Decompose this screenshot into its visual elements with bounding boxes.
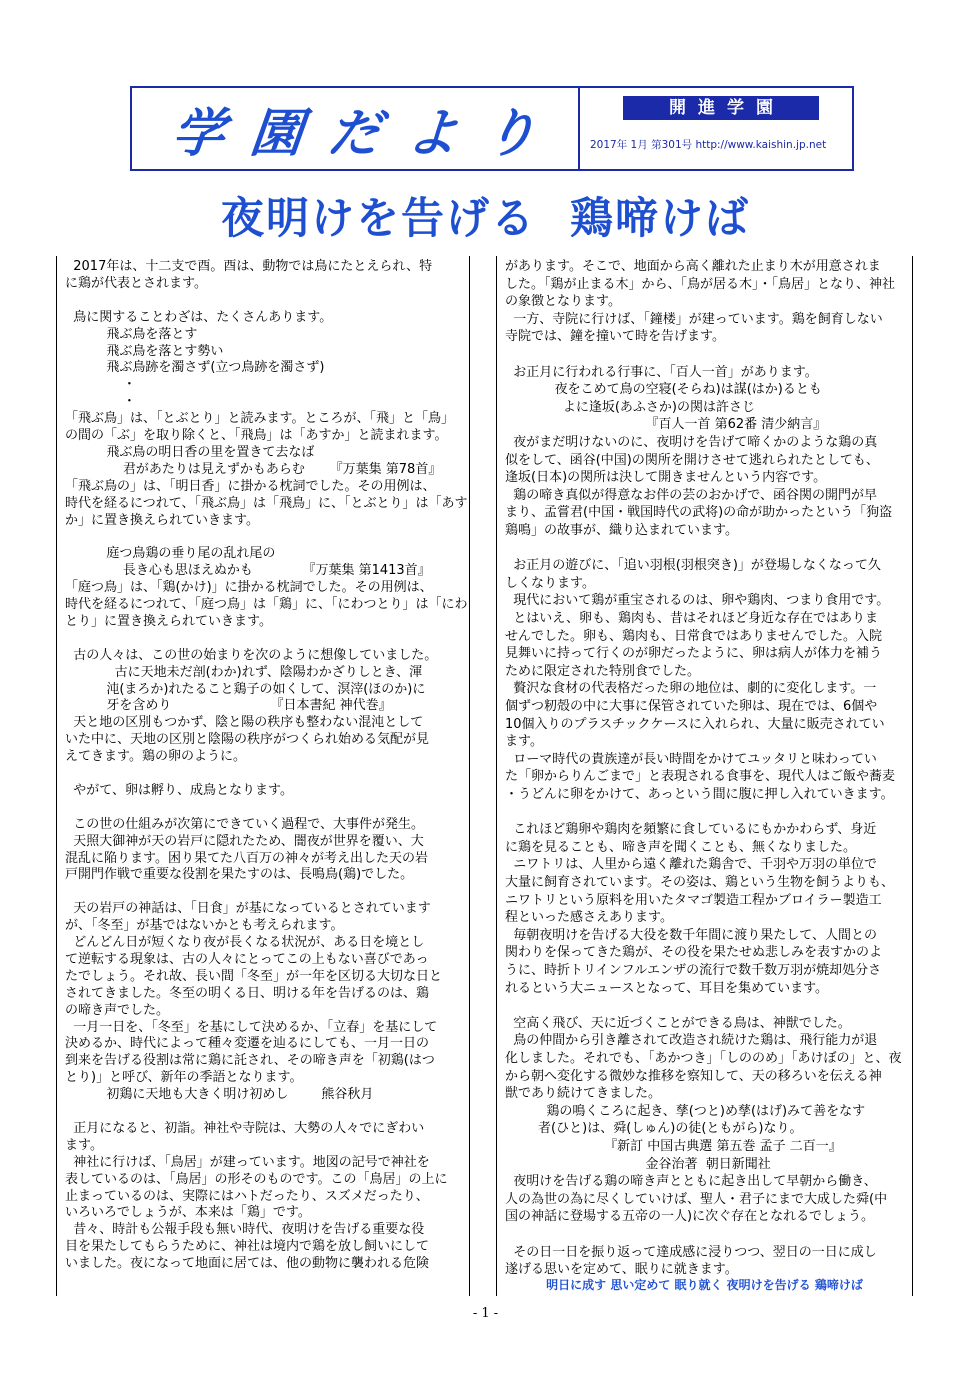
text-line: の間の「ぶ」を取り除くと、「飛鳥」は「あすか」と読まれます。 [65, 428, 448, 443]
text-line: ・うどんに卵をかけて、あっという間に腹に押し入れていきます。 [505, 787, 894, 802]
text-line: た「卵からりんごまで」と表現される食事を、現代人はご飯や蕎麦 [505, 769, 896, 785]
text-line: どんどん日が短くなり夜が長くなる状況が、ある日を境とし [65, 935, 425, 950]
text-line: 空高く飛び、天に近づくことができる鳥は、神獣でした。 [505, 1015, 851, 1031]
text-line: 初鶏に天地も大きく明け初めし 熊谷秋月 [65, 1087, 374, 1103]
text-line: 長き心も思ほえぬかも 『万葉集 第1413首』 [65, 563, 431, 579]
text-line: 表しているのは、「鳥居」の形そのものです。この「鳥居」の上に [65, 1171, 448, 1187]
text-line: この世の仕組みが次第にできていく過程で、大事件が発生。 [65, 816, 425, 832]
text-line: 決めるか、時代によって種々変遷を辿るにしても、一月一日の [65, 1036, 430, 1052]
text-line: 古の人々は、この世の始まりを次のように想像していました。 [65, 647, 438, 663]
text-line: 飛ぶ鳥を落とす [65, 326, 198, 342]
text-line: 夜明けを告げる鶏の啼き声とともに起き出して早朝から働き、 [505, 1174, 877, 1190]
text-line: ローマ時代の貴族達が長い時間をかけてユッタリと味わってい [505, 751, 877, 767]
text-line: お正月に行われる行事に、「百人一首」があります。 [505, 364, 818, 380]
left-column [56, 256, 470, 1296]
newsletter-logo [132, 88, 580, 169]
text-line: 遂げる思いを定めて、眠りに就きます。 [505, 1262, 738, 1278]
issue-line: 2017年 1月 第301号 http://www.kaishin.jp.net [590, 139, 827, 151]
text-line: しくなります。 [505, 575, 595, 591]
text-line: の象徴となります。 [505, 294, 621, 310]
text-line: 鶏鳴」の故事が、織り込まれています。 [505, 523, 738, 538]
text-line: 一月一日を、「冬至」を基にして決めるか、「立春」を基にして [65, 1019, 438, 1035]
text-line: 鶏の鳴くころに起き、孳(つと)め孳(はげ)みて善をなす [505, 1103, 866, 1119]
text-line: に鶏を見ることも、啼き声を聞くことも、無くなりました。 [505, 839, 857, 855]
text-line: うに、時折トリインフルエンザの流行で数千数万羽が焼却処分さ [505, 963, 882, 978]
text-line: 沌(まろか)れたること鶏子の如くして、溟滓(ほのか)に [65, 681, 426, 697]
text-line: えてきます。鶏の卵のように。 [65, 749, 246, 765]
text-line: 『新訂 中国古典選 第五巻 孟子 二百一』 [505, 1139, 842, 1154]
school-name: 開進学園 [623, 96, 819, 120]
text-line: 目を果たしてもらうために、神社は境内で鶏を放し飼いにして [65, 1239, 430, 1255]
text-line: これほど鶏卵や鶏肉を頻繁に食しているにもかかわらず、身近 [505, 822, 877, 838]
text-line: 寺院では、鐘を撞いて時を告げます。 [505, 329, 725, 345]
text-line: 『百人一首 第62番 清少納言』 [505, 417, 827, 433]
text-line: 神社に行けば、「鳥居」が建っています。地図の記号で神社を [65, 1154, 430, 1170]
text-line: 人の為世の為に尽くしていけば、聖人・君子にまで大成した舜(中 [505, 1191, 888, 1207]
text-line: か」に置き換えられていきます。 [65, 512, 259, 528]
headline: 夜明けを告げる 鶏啼けば [221, 194, 750, 244]
text-line: せんでした。卵も、鶏肉も、日常食ではありませんでした。入院 [505, 628, 883, 644]
text-line: 到来を告げる役割は常に鶏に託され、その啼き声を「初鶏(はつ [65, 1053, 435, 1069]
text-line: 牙を含めり 『日本書紀 神代巻』 [65, 698, 392, 714]
text-line: ・ [65, 377, 136, 393]
text-line: 夜をこめて鳥の空寝(そらね)は謀(はか)るとも [505, 382, 822, 398]
text-line: とり」に置き換えられていきます。 [65, 613, 272, 629]
text-line: 見舞いに持って行くのが卵だったように、卵は病人が体力を補う [505, 646, 883, 662]
text-line: 庭つ鳥鶏の垂り尾の乱れ尾の [65, 546, 276, 562]
closing-verse: 明日に成す 思い定めて 眠り就く 夜明けを告げる 鶏啼けば [546, 1278, 863, 1292]
text-line: 現代において鶏が重宝されるのは、卵や鶏肉、つまり食用です。 [505, 593, 890, 609]
text-line: 飛ぶ鳥の明日香の里を置きて去なば [65, 444, 315, 460]
text-line: 2017年は、十二支で酉。酉は、動物では鳥にたとえられ、特 [65, 259, 433, 274]
text-line: 鳥の仲間から引き離されて改造され続けた鶏は、飛行能力が退 [505, 1033, 878, 1049]
text-line: 昔々、時計も公報手段も無い時代、夜明けを告げる重要な役 [65, 1222, 425, 1238]
text-line: まり、孟嘗君(中国・戦国時代の武将)の命が助かったという「狗盗 [505, 505, 893, 521]
text-line: いた中に、天地の区別と陰陽の秩序がつくられ始める気配が見 [65, 732, 430, 748]
text-line: よに逢坂(あふさか)の関は許さじ [505, 399, 755, 415]
text-line: されてきました。冬至の明くる日、明ける年を告げるのは、鶏 [65, 985, 430, 1001]
text-line: 天照大御神が天の岩戸に隠れたため、闇夜が世界を覆い、大 [65, 833, 424, 849]
text-line: たでしょう。それ故、長い間「冬至」が一年を区切る大切な日と [65, 968, 443, 984]
text-line: 贅沢な食材の代表格だった卵の地位は、劇的に変化します。一 [505, 681, 877, 697]
text-line: ・ [65, 394, 136, 410]
text-line: 時代を経るにつれて、「飛ぶ鳥」は「飛鳥」に、「とぶとり」は「あす [65, 495, 468, 511]
text-line: 天と地の区別もつかず、陰と陽の秩序も整わない混沌として [65, 715, 424, 731]
text-line: した。「鶏が止まる木」から、「鳥が居る木」・「鳥居」となり、神社 [505, 276, 896, 292]
text-line: 古に天地未だ剖(わか)れず、陰陽わかざりしとき、渾 [65, 664, 423, 680]
text-line: いろいろでしょうが、本来は「鶏」です。 [65, 1205, 311, 1221]
text-line: その日一日を振り返って達成感に浸りつつ、翌日の一日に成し [505, 1244, 877, 1260]
text-line: ために限定された特別食でした。 [505, 663, 701, 679]
text-line: 毎朝夜明けを告げる大役を数千年間に渡り果たして、人間との [505, 927, 878, 943]
text-line: 夜がまだ明けないのに、夜明けを告げて啼くかのような鶏の真 [505, 435, 878, 450]
text-line: お正月の遊びに、「追い羽根(羽根突き)」が登場しなくなって久 [505, 558, 881, 574]
text-line: に鶏が代表とされます。 [65, 275, 207, 291]
text-line: 者(ひと)は、舜(しゅん)の徒(ともがら)なり。 [505, 1121, 803, 1137]
text-line: 10個入りのプラスチックケースに入れられ、大量に販売されてい [505, 716, 885, 732]
text-line: 飛ぶ鳥を落とす勢い [65, 343, 224, 359]
text-line: 「飛ぶ鳥の」は、「明日香」に掛かる枕詞でした。その用例は、 [65, 478, 436, 494]
text-line: 混乱に陥ります。困り果てた八百万の神々が考え出した天の岩 [65, 850, 428, 866]
text-line: が、「冬至」が基ではないかとも考えられます。 [65, 918, 344, 934]
right-column [496, 256, 913, 1296]
text-line: 大量に飼育されています。その姿は、鶏という生物を飼うよりも、 [505, 875, 894, 890]
text-line: 逢坂(日本)の関所は決して開きませんという内容です。 [505, 470, 827, 486]
text-line: 時代を経るにつれて、「庭つ鳥」は「鶏」に、「にわつとり」は「にわ [65, 597, 468, 612]
text-line: 金谷治著 朝日新聞社 [505, 1156, 771, 1172]
text-line: 個ずつ籾殻の中に大事に保管されていた卵は、現在では、6個や [505, 699, 878, 714]
text-line: 戸開門作戦で重要な役割を果たすのは、長鳴鳥(鶏)でした。 [65, 867, 414, 883]
text-line: があります。そこで、地面から高く離れた止まり木が用意されま [505, 259, 881, 274]
masthead [130, 86, 854, 171]
text-line: 程といった感さえあります。 [505, 910, 673, 926]
text-line: 「庭つ鳥」は、「鶏(かけ)」に掛かる枕詞でした。その用例は、 [65, 580, 433, 596]
text-line: やがて、卵は孵り、成鳥となります。 [65, 782, 293, 798]
text-line: れるという大ニュースとなって、耳目を集めています。 [505, 980, 829, 996]
text-line: とり)」と呼び、新年の季語となります。 [65, 1070, 303, 1086]
text-line: 似をして、函谷(中国)の関所を開けさせて逃れられたとしても、 [505, 452, 879, 468]
text-line: て逆転する現象は、古の人々にとってこの上もない喜びであっ [65, 951, 429, 967]
text-line: いました。夜になって地面に居ては、他の動物に襲われる危険 [65, 1256, 430, 1272]
text-line: 獣であり続けてきました。 [505, 1086, 662, 1102]
text-line: 一方、寺院に行けば、「鐘楼」が建っています。鶏を飼育しない [505, 311, 883, 327]
text-line: 正月になると、初詣。神社や寺院は、大勢の人々でにぎわい [65, 1120, 425, 1136]
text-line: 鶏の啼き真似が得意なお伴の芸のおかげで、函谷関の開門が早 [505, 487, 878, 503]
text-line: ニワトリは、人里から遠く離れた鶏舎で、千羽や万羽の単位で [505, 857, 878, 873]
text-line: とはいえ、卵も、鶏肉も、昔はそれほど身近な存在ではありま [505, 611, 879, 626]
logo-text: 学園だより [169, 103, 566, 164]
text-line: から朝へ変化する微妙な推移を察知して、天の移ろいを伝える神 [505, 1068, 882, 1084]
text-line: 化しました。それでも、「あかつき」「しののめ」「あけぼの」と、夜 [505, 1051, 902, 1066]
text-line: 鳥に関することわざは、たくさんあります。 [65, 309, 333, 325]
text-line: 国の神話に登場する五帝の一人)に次ぐ存在となれるでしょう。 [505, 1209, 874, 1225]
text-line: ます。 [65, 1137, 103, 1153]
text-line: の啼き声でした。 [65, 1002, 170, 1018]
text-line: ニワトリという原料を用いたタマゴ製造工程かブロイラー製造工 [505, 892, 882, 908]
text-line: ます。 [505, 734, 543, 750]
text-line: 君があたりは見えずかもあらむ 『万葉集 第78首』 [65, 461, 442, 477]
text-line: 「飛ぶ鳥」は、「とぶとり」と読みます。ところが、「飛」と「鳥」 [65, 411, 454, 427]
text-line: 止まっているのは、実際にはハトだったり、スズメだったり、 [65, 1188, 429, 1204]
text-line: 天の岩戸の神話は、「日食」が基になっているとされています [65, 901, 431, 917]
text-line: 飛ぶ鳥跡を濁さず(立つ鳥跡を濁さず) [65, 360, 325, 376]
text-line: 関わりを保ってきた鶏が、その役を果たせぬ悲しみを表すかのよ [505, 945, 883, 961]
page-number: - 1 - [472, 1306, 499, 1321]
